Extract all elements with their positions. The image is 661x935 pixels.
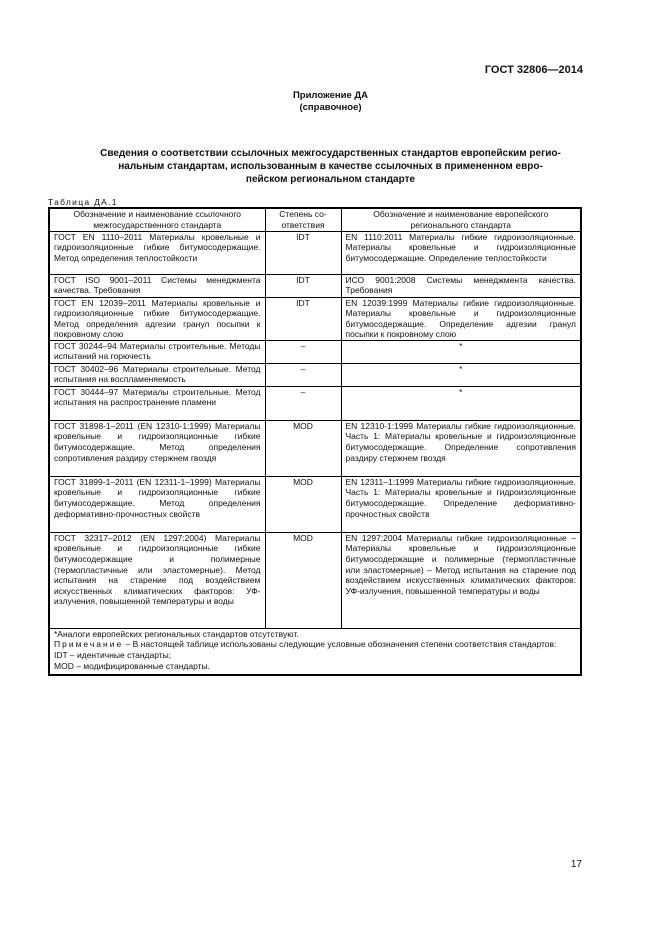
annex-heading — [0, 90, 661, 114]
section-heading — [60, 147, 601, 186]
page-number: 17 — [570, 859, 582, 870]
table-row — [49, 386, 581, 420]
en-cell: ИСО 9001:2008 Системы менеджмента качества. Требования — [341, 274, 581, 297]
degree-cell: MOD — [265, 476, 341, 532]
en-cell: EN 1110:2011 Материалы гибкие гидроизоляционные. Материалы кровельные и гидроизоляционные битумосодержащие. Определение теплостойкости — [341, 231, 581, 274]
degree-cell: IDT — [265, 231, 341, 274]
table-label: Таблица ДА.1 — [48, 197, 118, 207]
note-label: Примечание — [54, 639, 124, 650]
gost-cell: ГОСТ 30444–97 Материалы строительные. Метод испытания на распространение пламени — [49, 386, 265, 420]
degree-cell: – — [265, 386, 341, 420]
table-row — [49, 532, 581, 628]
heading-line-3: пейском региональном стандарте — [245, 174, 416, 185]
table-row — [49, 420, 581, 476]
gost-cell: ГОСТ EN 12039–2011 Материалы кровельные и гидроизоляционные гибкие битумосодержащие. Метод определения адгезии гранул посыпки к покровному слою — [49, 297, 265, 340]
table-row — [49, 476, 581, 532]
heading-line-2: нальным стандартам, использованным в качестве ссылочных в примененном евро- — [118, 161, 543, 172]
legend-mod: MOD – модифицированные стандарты. — [54, 660, 210, 671]
table-footnote-row — [49, 628, 581, 675]
table-row — [49, 274, 581, 297]
table-row — [49, 297, 581, 340]
table-row — [49, 363, 581, 386]
column-header-en: Обозначение и наименование европейского регионального стандарта — [341, 208, 581, 231]
table-row — [49, 340, 581, 363]
annex-subtitle: (справочное) — [299, 102, 362, 113]
gost-cell: ГОСТ 32317–2012 (EN 1297:2004) Материалы кровельные и гидроизоляционные гибкие битумосодержащие и полимерные (термопластичные или эластомерные). Метод испытания на старение под воздействием искусственных климатических факторов: УФ-излучения, повышенной температуры и воды — [49, 532, 265, 628]
table-header-row — [49, 208, 581, 231]
en-cell: * — [341, 363, 581, 386]
column-header-gost: Обозначение и наименование ссылочного межгосударственного стандарта — [49, 208, 265, 231]
column-header-degree: Степень со-ответствия — [265, 208, 341, 231]
gost-cell: ГОСТ 31898-1–2011 (EN 12310-1:1999) Материалы кровельные и гидроизоляционные гибкие битумосодержащие. Метод определения сопротивления раздиру стержнем гвоздя — [49, 420, 265, 476]
en-cell: EN 12310-1:1999 Материалы гибкие гидроизоляционные. Часть 1: Материалы кровельные и гидроизоляционные битумосодержащие. Определение сопротивления раздиру стержнем гвоздя — [341, 420, 581, 476]
gost-cell: ГОСТ 30402–96 Материалы строительные. Метод испытания на воспламеняемость — [49, 363, 265, 386]
correspondence-table — [48, 207, 582, 676]
degree-cell: – — [265, 363, 341, 386]
gost-cell: ГОСТ 31899-1–2011 (EN 12311-1–1999) Материалы кровельные и гидроизоляционные гибкие битумосодержащие. Метод определения деформативно-прочностных свойств — [49, 476, 265, 532]
gost-cell: ГОСТ 30244–94 Материалы строительные. Методы испытаний на горючесть — [49, 340, 265, 363]
degree-cell: – — [265, 340, 341, 363]
footnote-cell — [49, 628, 581, 675]
annex-title: Приложение ДА — [292, 90, 369, 101]
en-cell: EN 12311–1:1999 Материалы гибкие гидроизоляционные. Часть 1: Материалы кровельные и гидроизоляционные битумосодержащие. Определение деформативно-прочностных свойств — [341, 476, 581, 532]
gost-cell: ГОСТ EN 1110–2011 Материалы кровельные и гидроизоляционные гибкие битумосодержащие. Метод определения теплостойкости — [49, 231, 265, 274]
degree-cell: IDT — [265, 274, 341, 297]
gost-cell: ГОСТ ISO 9001–2011 Системы менеджмента качества. Требования — [49, 274, 265, 297]
heading-line-1: Сведения о соответствии ссылочных межгосударственных стандартов европейским регио- — [100, 148, 561, 159]
note-paragraph — [54, 639, 576, 650]
note-text: – В настоящей таблице использованы следующие условные обозначения степени соответствия стандартов: — [123, 639, 557, 650]
table-row — [49, 231, 581, 274]
en-cell: EN 1297:2004 Материалы гибкие гидроизоляционные – Материалы кровельные и гидроизоляционные битумосодержащие и полимерные (термопластичные или эластомерные) – Метод испытания на старение под воздействием искусственных климатических факторов: УФ-излучения, повышенной температуры и воды — [341, 532, 581, 628]
en-cell: * — [341, 340, 581, 363]
footnote-text: *Аналоги европейских региональных стандартов отсутствуют. — [54, 628, 299, 639]
degree-cell: MOD — [265, 420, 341, 476]
en-cell: EN 12039:1999 Материалы гибкие гидроизоляционные. Материалы кровельные и гидроизоляционные битумосодержащие. Определение адгезии гранул посыпки к покровному слою — [341, 297, 581, 340]
degree-cell: IDT — [265, 297, 341, 340]
document-code: ГОСТ 32806—2014 — [484, 64, 583, 76]
degree-cell: MOD — [265, 532, 341, 628]
en-cell: * — [341, 386, 581, 420]
legend-idt: IDT – идентичные стандарты; — [54, 650, 172, 661]
